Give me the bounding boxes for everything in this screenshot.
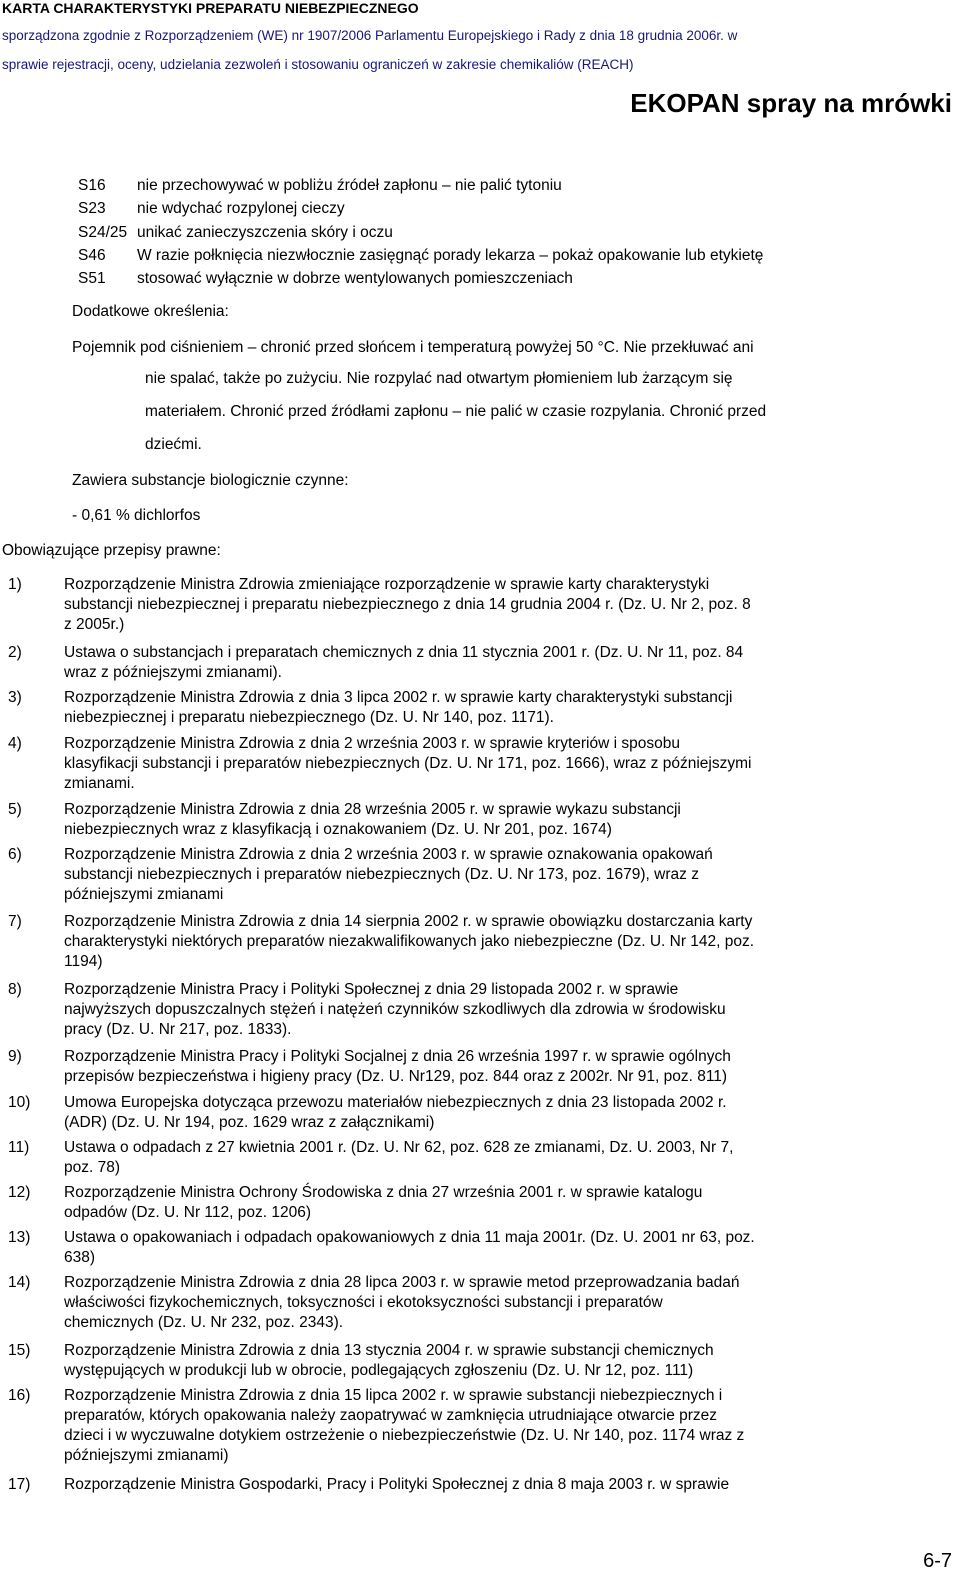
- regulation-number: 4): [8, 735, 22, 752]
- additional-line-4: dziećmi.: [145, 436, 202, 453]
- regulation-number: 16): [8, 1387, 31, 1404]
- regulation-text: Rozporządzenie Ministra Pracy i Polityki Społecznej z dnia 29 listopada 2002 r. w sprawie najwyższych dopuszczalnych stężeń i natężeń czynników szkodliwych dla zdrowia w środowisku pracy (Dz. U. Nr 217, poz. 1833).: [64, 981, 726, 1038]
- regulations-heading: Obowiązujące przepisy prawne:: [2, 542, 221, 559]
- header-regulation-line-1: sporządzona zgodnie z Rozporządzeniem (WE) nr 1907/2006 Parlamentu Europejskiego i Rady z dnia 18 grudnia 2006r. w: [2, 28, 738, 43]
- regulation-number: 3): [8, 689, 22, 706]
- s-phrase-text: stosować wyłącznie w dobrze wentylowanych pomieszczeniach: [137, 270, 573, 287]
- regulation-number: 17): [8, 1476, 31, 1493]
- regulation-text: Rozporządzenie Ministra Ochrony Środowiska z dnia 27 września 2001 r. w sprawie katalogu odpadów (Dz. U. Nr 112, poz. 1206): [64, 1184, 703, 1221]
- document-title: KARTA CHARAKTERYSTYKI PREPARATU NIEBEZPIECZNEGO: [2, 0, 419, 16]
- s-phrase-text: nie przechowywać w pobliżu źródeł zapłonu – nie palić tytoniu: [137, 177, 562, 194]
- s-phrase-code: S51: [78, 270, 106, 287]
- regulation-text: Rozporządzenie Ministra Zdrowia z dnia 13 stycznia 2004 r. w sprawie substancji chemicznych występujących w produkcji lub w obrocie, podlegających zgłoszeniu (Dz. U. Nr 12, poz. 111): [64, 1342, 714, 1379]
- regulation-number: 10): [8, 1094, 31, 1111]
- regulation-text: Rozporządzenie Ministra Zdrowia z dnia 2 września 2003 r. w sprawie kryteriów i sposobu klasyfikacji substancji i preparatów niebezpiecznych (Dz. U. Nr 171, poz. 1666), wraz z późniejszymi zmianami.: [64, 735, 752, 792]
- regulation-text: Rozporządzenie Ministra Zdrowia z dnia 2 września 2003 r. w sprawie oznakowania opakowań substancji niebezpiecznych i preparatów niebezpiecznych (Dz. U. Nr 173, poz. 1679), wraz z późniejszymi zmianami: [64, 846, 713, 903]
- regulation-number: 6): [8, 846, 22, 863]
- s-phrase-text: unikać zanieczyszczenia skóry i oczu: [137, 224, 393, 241]
- regulation-text: Rozporządzenie Ministra Pracy i Polityki Socjalnej z dnia 26 września 1997 r. w sprawie ogólnych przepisów bezpieczeństwa i higieny pracy (Dz. U. Nr129, poz. 844 oraz z 2002r. Nr 91, poz. 811): [64, 1048, 731, 1085]
- regulation-number: 2): [8, 644, 22, 661]
- product-name: EKOPAN spray na mrówki: [630, 88, 952, 118]
- s-phrase-code: S16: [78, 177, 106, 194]
- regulation-text: Rozporządzenie Ministra Zdrowia z dnia 3 lipca 2002 r. w sprawie karty charakterystyki substancji niebezpiecznej i preparatu niebezpiecznego (Dz. U. Nr 140, poz. 1171).: [64, 689, 733, 726]
- regulation-number: 1): [8, 576, 22, 593]
- regulation-text: Ustawa o odpadach z 27 kwietnia 2001 r. (Dz. U. Nr 62, poz. 628 ze zmianami, Dz. U. 2003, Nr 7, poz. 78): [64, 1139, 734, 1176]
- s-phrase-s46: [78, 247, 763, 265]
- header-regulation-line-2: sprawie rejestracji, oceny, udzielania zezwoleń i stosowaniu ograniczeń w zakresie chemikaliów (REACH): [2, 57, 634, 72]
- additional-line-1: Pojemnik pod ciśnieniem – chronić przed słońcem i temperaturą powyżej 50 °C. Nie przekłuwać ani: [72, 339, 754, 356]
- regulation-number: 14): [8, 1274, 31, 1291]
- additional-line-2: nie spalać, także po zużyciu. Nie rozpylać nad otwartym płomieniem lub żarzącym się: [145, 370, 733, 387]
- s-phrase-s24-25: [78, 224, 393, 242]
- regulation-number: 11): [8, 1139, 30, 1156]
- s-phrase-text: nie wdychać rozpylonej cieczy: [137, 200, 345, 217]
- s-phrase-s16: [78, 177, 562, 195]
- regulation-text: Umowa Europejska dotycząca przewozu materiałów niebezpiecznych z dnia 23 listopada 2002 r. (ADR) (Dz. U. Nr 194, poz. 1629 wraz z załącznikami): [64, 1094, 727, 1131]
- s-phrase-s51: [78, 270, 573, 288]
- regulation-number: 12): [8, 1184, 31, 1201]
- active-substances-heading: Zawiera substancje biologicznie czynne:: [72, 472, 349, 489]
- active-substance-item: - 0,61 % dichlorfos: [72, 507, 201, 524]
- regulation-number: 7): [8, 913, 22, 930]
- regulation-text: Rozporządzenie Ministra Zdrowia z dnia 15 lipca 2002 r. w sprawie substancji niebezpiecznych i preparatów, których opakowania należy zaopatrywać w zamknięcia utrudniające otwarcie przez dzieci i w wyczuwalne dotykiem ostrzeżenie o niebezpieczeństwie (Dz. U. Nr 140, poz. 1174 wraz z późniejszymi zmianami): [64, 1387, 745, 1464]
- page-number: 6-7: [923, 1550, 952, 1572]
- regulation-number: 9): [8, 1048, 22, 1065]
- additional-heading: Dodatkowe określenia:: [72, 303, 229, 320]
- regulation-text: Rozporządzenie Ministra Zdrowia zmieniające rozporządzenie w sprawie karty charakterystyki substancji niebezpiecznej i preparatu niebezpiecznego z dnia 14 grudnia 2004 r. (Dz. U. Nr 2, poz. 8 z 2005r.): [64, 576, 751, 633]
- additional-line-3: materiałem. Chronić przed źródłami zapłonu – nie palić w czasie rozpylania. Chronić przed: [145, 403, 767, 420]
- regulation-text: Ustawa o substancjach i preparatach chemicznych z dnia 11 stycznia 2001 r. (Dz. U. Nr 11, poz. 84 wraz z późniejszymi zmianami).: [64, 644, 744, 681]
- s-phrase-code: S46: [78, 247, 106, 264]
- regulation-text: Rozporządzenie Ministra Zdrowia z dnia 28 lipca 2003 r. w sprawie metod przeprowadzania badań właściwości fizykochemicznych, toksyczności i ekotoksyczności substancji i preparatów chemicznych (Dz. U. Nr 232, poz. 2343).: [64, 1274, 740, 1331]
- s-phrase-code: S24/25: [78, 224, 128, 241]
- regulation-number: 15): [8, 1342, 31, 1359]
- regulation-number: 5): [8, 801, 22, 818]
- regulation-text: Rozporządzenie Ministra Zdrowia z dnia 14 sierpnia 2002 r. w sprawie obowiązku dostarczania karty charakterystyki niektórych preparatów niezakwalifikowanych jako niebezpieczne (Dz. U. Nr 142, poz. 1194): [64, 913, 755, 970]
- regulation-number: 13): [8, 1229, 31, 1246]
- s-phrase-code: S23: [78, 200, 106, 217]
- regulation-text: Ustawa o opakowaniach i odpadach opakowaniowych z dnia 11 maja 2001r. (Dz. U. 2001 nr 63, poz. 638): [64, 1229, 755, 1266]
- s-phrase-s23: [78, 200, 345, 218]
- regulation-text: Rozporządzenie Ministra Zdrowia z dnia 28 września 2005 r. w sprawie wykazu substancji niebezpiecznych wraz z klasyfikacją i oznakowaniem (Dz. U. Nr 201, poz. 1674): [64, 801, 681, 838]
- regulation-number: 8): [8, 981, 22, 998]
- regulation-text: Rozporządzenie Ministra Gospodarki, Pracy i Polityki Społecznej z dnia 8 maja 2003 r. w sprawie: [64, 1476, 730, 1493]
- s-phrase-text: W razie połknięcia niezwłocznie zasięgnąć porady lekarza – pokaż opakowanie lub etykietę: [137, 247, 764, 264]
